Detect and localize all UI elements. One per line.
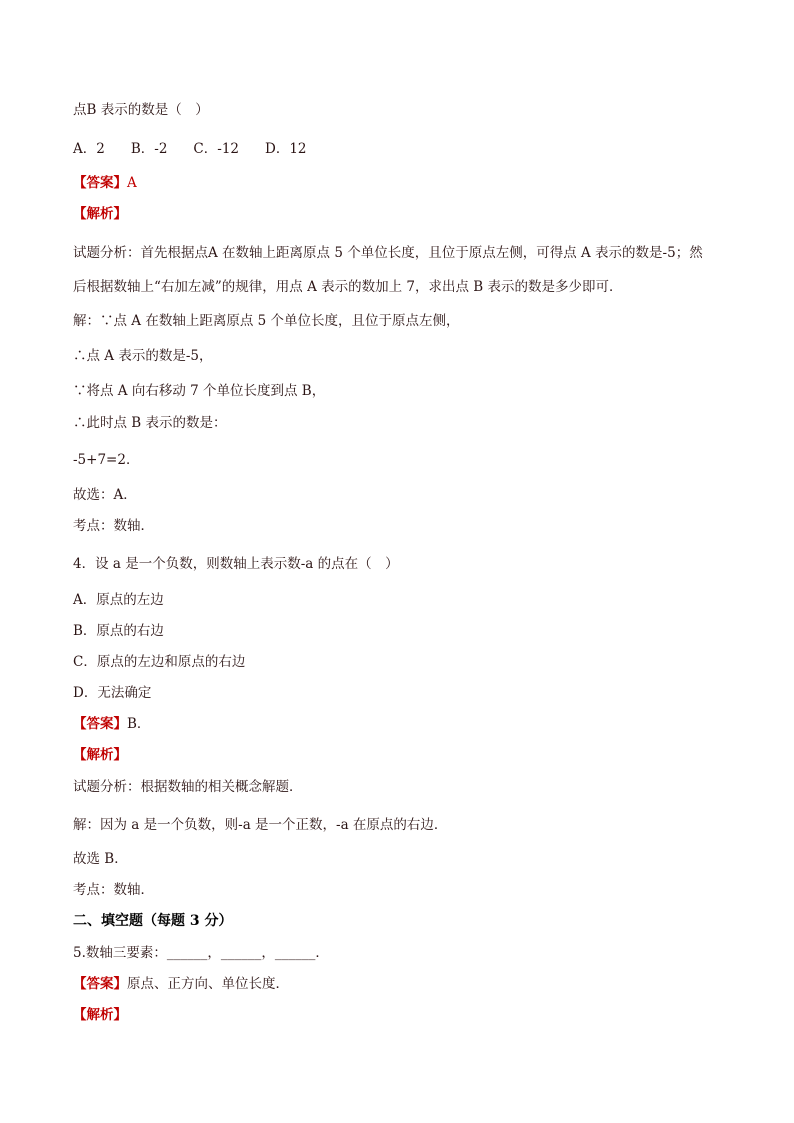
q4-analysis-line-1: 试题分析：根据数轴的相关概念解题． bbox=[73, 779, 303, 795]
q5-question: 5.数轴三要素：______，______，______． bbox=[73, 945, 329, 961]
q3-solution-line-4: ∴此时点 B 表示的数是： bbox=[73, 415, 227, 431]
section-heading: 二、填空题（每题 3 分） bbox=[73, 913, 233, 929]
q4-option-a: A．原点的左边 bbox=[73, 592, 164, 608]
q3-option-b: B．-2 bbox=[130, 141, 168, 157]
q4-answer bbox=[73, 716, 150, 732]
q3-question-tail: 点B 表示的数是（ ） bbox=[73, 102, 209, 118]
q3-solution-line-5: -5+7=2． bbox=[73, 452, 140, 468]
q4-choice: 故选 B． bbox=[73, 851, 128, 867]
q5-answer-value: 原点、正方向、单位长度． bbox=[127, 976, 289, 992]
q3-solution-line-3: ∵将点 A 向右移动 7 个单位长度到点 B， bbox=[73, 383, 326, 399]
q4-question: 4．设 a 是一个负数，则数轴上表示数-a 的点在（ ） bbox=[73, 556, 399, 572]
q5-answer-label: 【答案】 bbox=[73, 976, 127, 992]
q4-option-d: D．无法确定 bbox=[73, 685, 152, 701]
q4-answer-value: B． bbox=[127, 716, 151, 732]
q5-analysis-label: 【解析】 bbox=[73, 1007, 127, 1023]
q4-solution-line-1: 解：因为 a 是一个负数，则-a 是一个正数，-a 在原点的右边． bbox=[73, 817, 448, 833]
q3-analysis-line-2: 后根据数轴上“右加左减”的规律，用点 A 表示的数加上 7，求出点 B 表示的数是多少即可． bbox=[73, 279, 623, 295]
q4-answer-label: 【答案】 bbox=[73, 716, 127, 732]
q4-option-b: B．原点的右边 bbox=[73, 623, 164, 639]
q3-knowledge: 考点：数轴． bbox=[73, 518, 154, 534]
q3-analysis-line-1: 试题分析：首先根据点A 在数轴上距离原点 5 个单位长度，且位于原点左侧，可得点 A 表示的数是-5；然 bbox=[73, 245, 703, 261]
q4-knowledge: 考点：数轴． bbox=[73, 882, 154, 898]
q3-option-a: A．2 bbox=[73, 141, 105, 157]
q3-solution-line-1: 解：∵点 A 在数轴上距离原点 5 个单位长度，且位于原点左侧， bbox=[73, 313, 460, 329]
q3-answer-value: A bbox=[127, 175, 137, 191]
q3-analysis-label: 【解析】 bbox=[73, 206, 127, 222]
q4-option-c: C．原点的左边和原点的右边 bbox=[73, 654, 246, 670]
q3-options bbox=[73, 141, 307, 157]
q3-answer-label: 【答案】 bbox=[73, 175, 127, 191]
q3-solution-line-2: ∴点 A 表示的数是-5， bbox=[73, 348, 213, 364]
q3-answer bbox=[73, 175, 137, 191]
q4-analysis-label: 【解析】 bbox=[73, 747, 127, 763]
q3-option-c: C．-12 bbox=[193, 141, 239, 157]
q3-option-d: D．12 bbox=[265, 141, 307, 157]
q5-answer bbox=[73, 976, 289, 992]
q3-choice: 故选：A． bbox=[73, 487, 137, 503]
